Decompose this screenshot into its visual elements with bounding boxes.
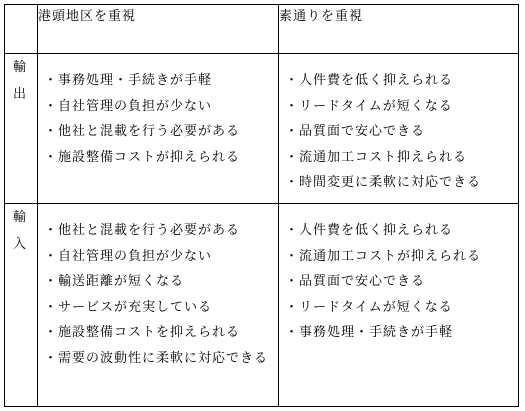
import-pass-through-list: [279, 204, 518, 346]
export-port-area-cell: [38, 54, 279, 204]
table-row-import: [5, 204, 519, 407]
list-item: ・流通加工コストが抑えられる: [285, 248, 482, 264]
list-item: ・事務処理・手続きが手軽: [44, 73, 213, 88]
list-item: ・品質面で安心できる: [285, 274, 426, 289]
list-item: ・リードタイムが短くなる: [285, 98, 453, 114]
header-corner-cell: [5, 5, 38, 54]
header-port-area-emphasis: 港頭地区を重視: [38, 5, 279, 54]
row-label-char: 輸: [13, 210, 28, 225]
list-item: ・人件費を低く抑えられる: [285, 73, 454, 88]
list-item: ・人件費を低く抑えられる: [285, 223, 454, 238]
list-item: ・輸送距離が短くなる: [44, 274, 185, 289]
row-label-char: 輸: [13, 60, 28, 75]
list-item: ・自社管理の負担が少ない: [44, 98, 213, 114]
import-pass-through-cell: [279, 204, 519, 407]
header-pass-through-emphasis: 素通りを重視: [279, 5, 519, 54]
import-port-area-list: [38, 204, 278, 371]
list-item: ・時間変更に柔軟に対応できる: [285, 175, 482, 190]
list-item: ・自社管理の負担が少ない: [44, 248, 213, 264]
comparison-table: [4, 4, 519, 407]
list-item: ・他社と混載を行う必要がある: [44, 124, 241, 139]
row-label-export: [5, 54, 38, 204]
list-item: ・サービスが充実している: [44, 299, 213, 315]
row-label-char: 入: [13, 237, 28, 252]
export-pass-through-list: [279, 54, 518, 196]
list-item: ・リードタイムが短くなる: [285, 299, 453, 315]
import-port-area-cell: [38, 204, 279, 407]
list-item: ・施設整備コストが抑えられる: [44, 149, 241, 165]
export-pass-through-cell: [279, 54, 519, 204]
table-header-row: [5, 5, 519, 54]
table-row-export: [5, 54, 519, 204]
list-item: ・流通加工コスト抑えられる: [285, 149, 468, 165]
list-item: ・品質面で安心できる: [285, 124, 426, 139]
list-item: ・事務処理・手続きが手軽: [285, 325, 454, 340]
list-item: ・施設整備コストを抑えられる: [44, 325, 241, 340]
row-label-char: 出: [13, 87, 28, 102]
row-label-import: [5, 204, 38, 407]
list-item: ・他社と混載を行う必要がある: [44, 223, 241, 238]
list-item: ・需要の波動性に柔軟に対応できる: [44, 350, 269, 366]
export-port-area-list: [38, 54, 278, 170]
